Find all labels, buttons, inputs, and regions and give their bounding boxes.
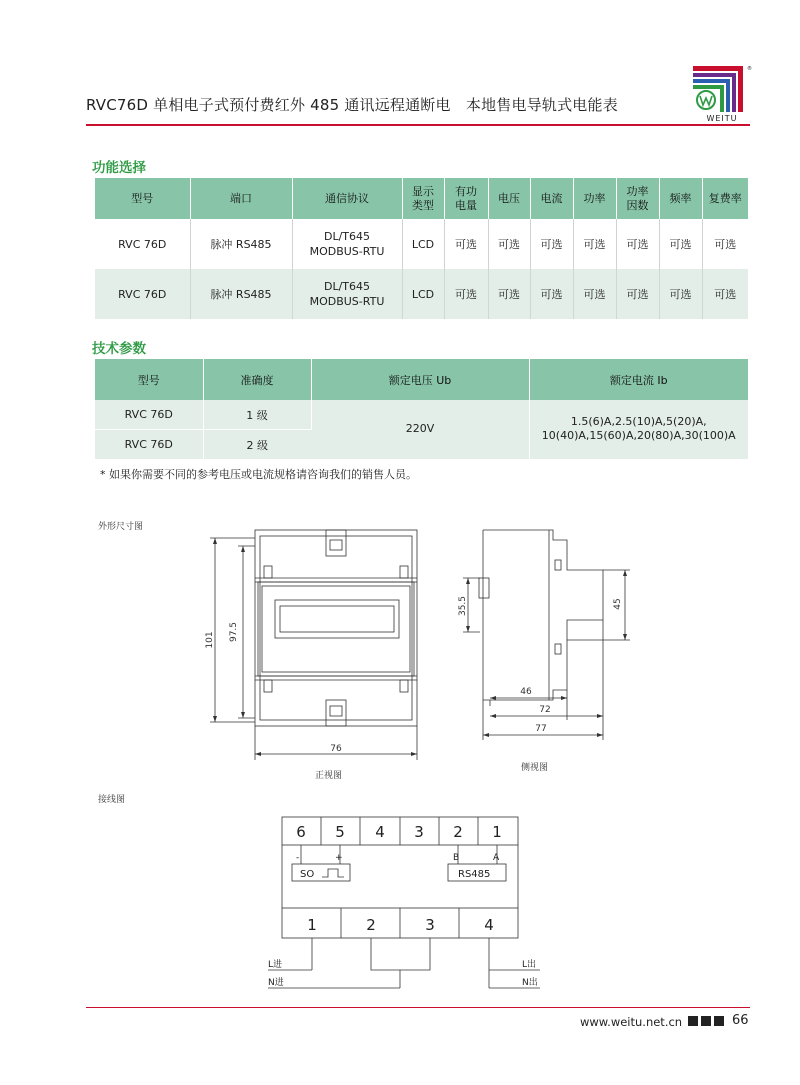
dim-97-5: 97.5 [229, 621, 239, 643]
dim-46: 46 [520, 687, 532, 697]
table-cell: RVC 76D [95, 430, 203, 460]
section-title-tech-params: 技术参数 [92, 341, 146, 357]
top-terminal: 5 [335, 823, 345, 841]
table-cell: 1 级 [203, 400, 311, 430]
rs485-a: A [493, 853, 500, 863]
dim-77: 77 [535, 724, 547, 734]
so-label: SO [300, 869, 315, 880]
side-view-label: 侧视图 [521, 763, 549, 773]
rated-current-cell: 1.5(6)A,2.5(10)A,5(20)A, 10(40)A,15(60)A,20(80)A,30(100)A [529, 400, 748, 459]
table-cell: 可选 [488, 269, 530, 319]
footer-square-icon [688, 1016, 698, 1026]
dim-35-5: 35.5 [458, 595, 468, 617]
table-cell: 可选 [714, 237, 737, 251]
table-cell: 可选 [616, 269, 659, 319]
table-cell: 2 级 [203, 430, 311, 460]
footnote: * 如果你需要不同的参考电压或电流规格请咨询我们的销售人员。 [100, 468, 417, 481]
col-header: 有功 电量 [444, 178, 488, 219]
table-cell: 脉冲 RS485 [190, 219, 292, 269]
top-terminal: 4 [375, 823, 385, 841]
bottom-terminal: 4 [484, 916, 494, 934]
col-header: 通信协议 [292, 178, 402, 219]
rated-voltage-cell: 220V [311, 400, 529, 459]
table-cell: DL/T645 MODBUS-RTU [292, 219, 402, 269]
table-cell: 可选 [616, 219, 659, 269]
col-header: 电压 [488, 178, 530, 219]
col-header: 显示 类型 [402, 178, 444, 219]
table-cell: 可选 [488, 219, 530, 269]
table-cell: RVC 76D [95, 219, 190, 269]
table-cell: 可选 [573, 219, 616, 269]
footer-url: www.weitu.net.cn [580, 1015, 683, 1029]
n-in-label: N进 [268, 978, 284, 988]
table-cell: 可选 [444, 219, 488, 269]
table-cell: 可选 [530, 219, 573, 269]
footer-square-icon [701, 1016, 711, 1026]
top-terminal: 2 [453, 823, 463, 841]
svg-text:®: ® [747, 66, 752, 72]
top-terminal: 3 [414, 823, 424, 841]
col-header: 准确度 [203, 359, 311, 400]
top-terminal: 6 [296, 823, 306, 841]
col-header: 额定电压 Ub [311, 359, 529, 400]
bottom-terminal: 3 [425, 916, 435, 934]
col-header: 复费率 [702, 178, 748, 219]
rs485-label: RS485 [458, 869, 491, 880]
col-header: 端口 [190, 178, 292, 219]
table-cell: 脉冲 RS485 [190, 269, 292, 319]
page-number: 66 [732, 1013, 749, 1028]
bottom-terminal: 2 [366, 916, 376, 934]
dimension-drawing-label: 外形尺寸图 [98, 522, 144, 532]
dim-45: 45 [613, 598, 623, 610]
section-title-functions: 功能选择 [92, 160, 146, 176]
table-cell: 可选 [659, 219, 702, 269]
col-header: 型号 [95, 359, 203, 400]
so-plus: + [335, 853, 343, 863]
bottom-terminal: 1 [307, 916, 317, 934]
table-cell: 可选 [444, 269, 488, 319]
dim-72: 72 [539, 705, 551, 715]
wiring-diagram-label: 接线图 [98, 795, 126, 805]
col-header: 频率 [659, 178, 702, 219]
l-in-label: L进 [268, 960, 283, 970]
col-header: 额定电流 Ib [529, 359, 748, 400]
so-minus: - [296, 853, 300, 863]
front-view-label: 正视图 [315, 771, 343, 781]
col-header: 电流 [530, 178, 573, 219]
footer-square-icon [714, 1016, 724, 1026]
rs485-b: B [453, 853, 460, 863]
table-cell: DL/T645 MODBUS-RTU [292, 269, 402, 319]
table-cell: LCD [402, 269, 444, 319]
table-cell: 可选 [530, 269, 573, 319]
col-header: 型号 [95, 178, 190, 219]
col-header: 功率 [573, 178, 616, 219]
l-out-label: L出 [522, 960, 537, 970]
table-cell: 可选 [659, 269, 702, 319]
dim-101: 101 [205, 631, 215, 649]
col-header: 功率 因数 [616, 178, 659, 219]
table-cell: RVC 76D [95, 400, 203, 430]
page-title: RVC76D 单相电子式预付费红外 485 通讯远程通断电 本地售电导轨式电能表 [86, 96, 618, 114]
dim-76: 76 [330, 744, 342, 754]
footer-divider [86, 1007, 750, 1008]
n-out-label: N出 [522, 978, 538, 988]
table-cell: 可选 [573, 269, 616, 319]
top-terminal: 1 [492, 823, 502, 841]
table-cell: 可选 [702, 269, 748, 319]
table-cell: RVC 76D [95, 269, 190, 319]
logo-text: WEITU [706, 114, 738, 123]
table-cell: LCD [402, 219, 444, 269]
